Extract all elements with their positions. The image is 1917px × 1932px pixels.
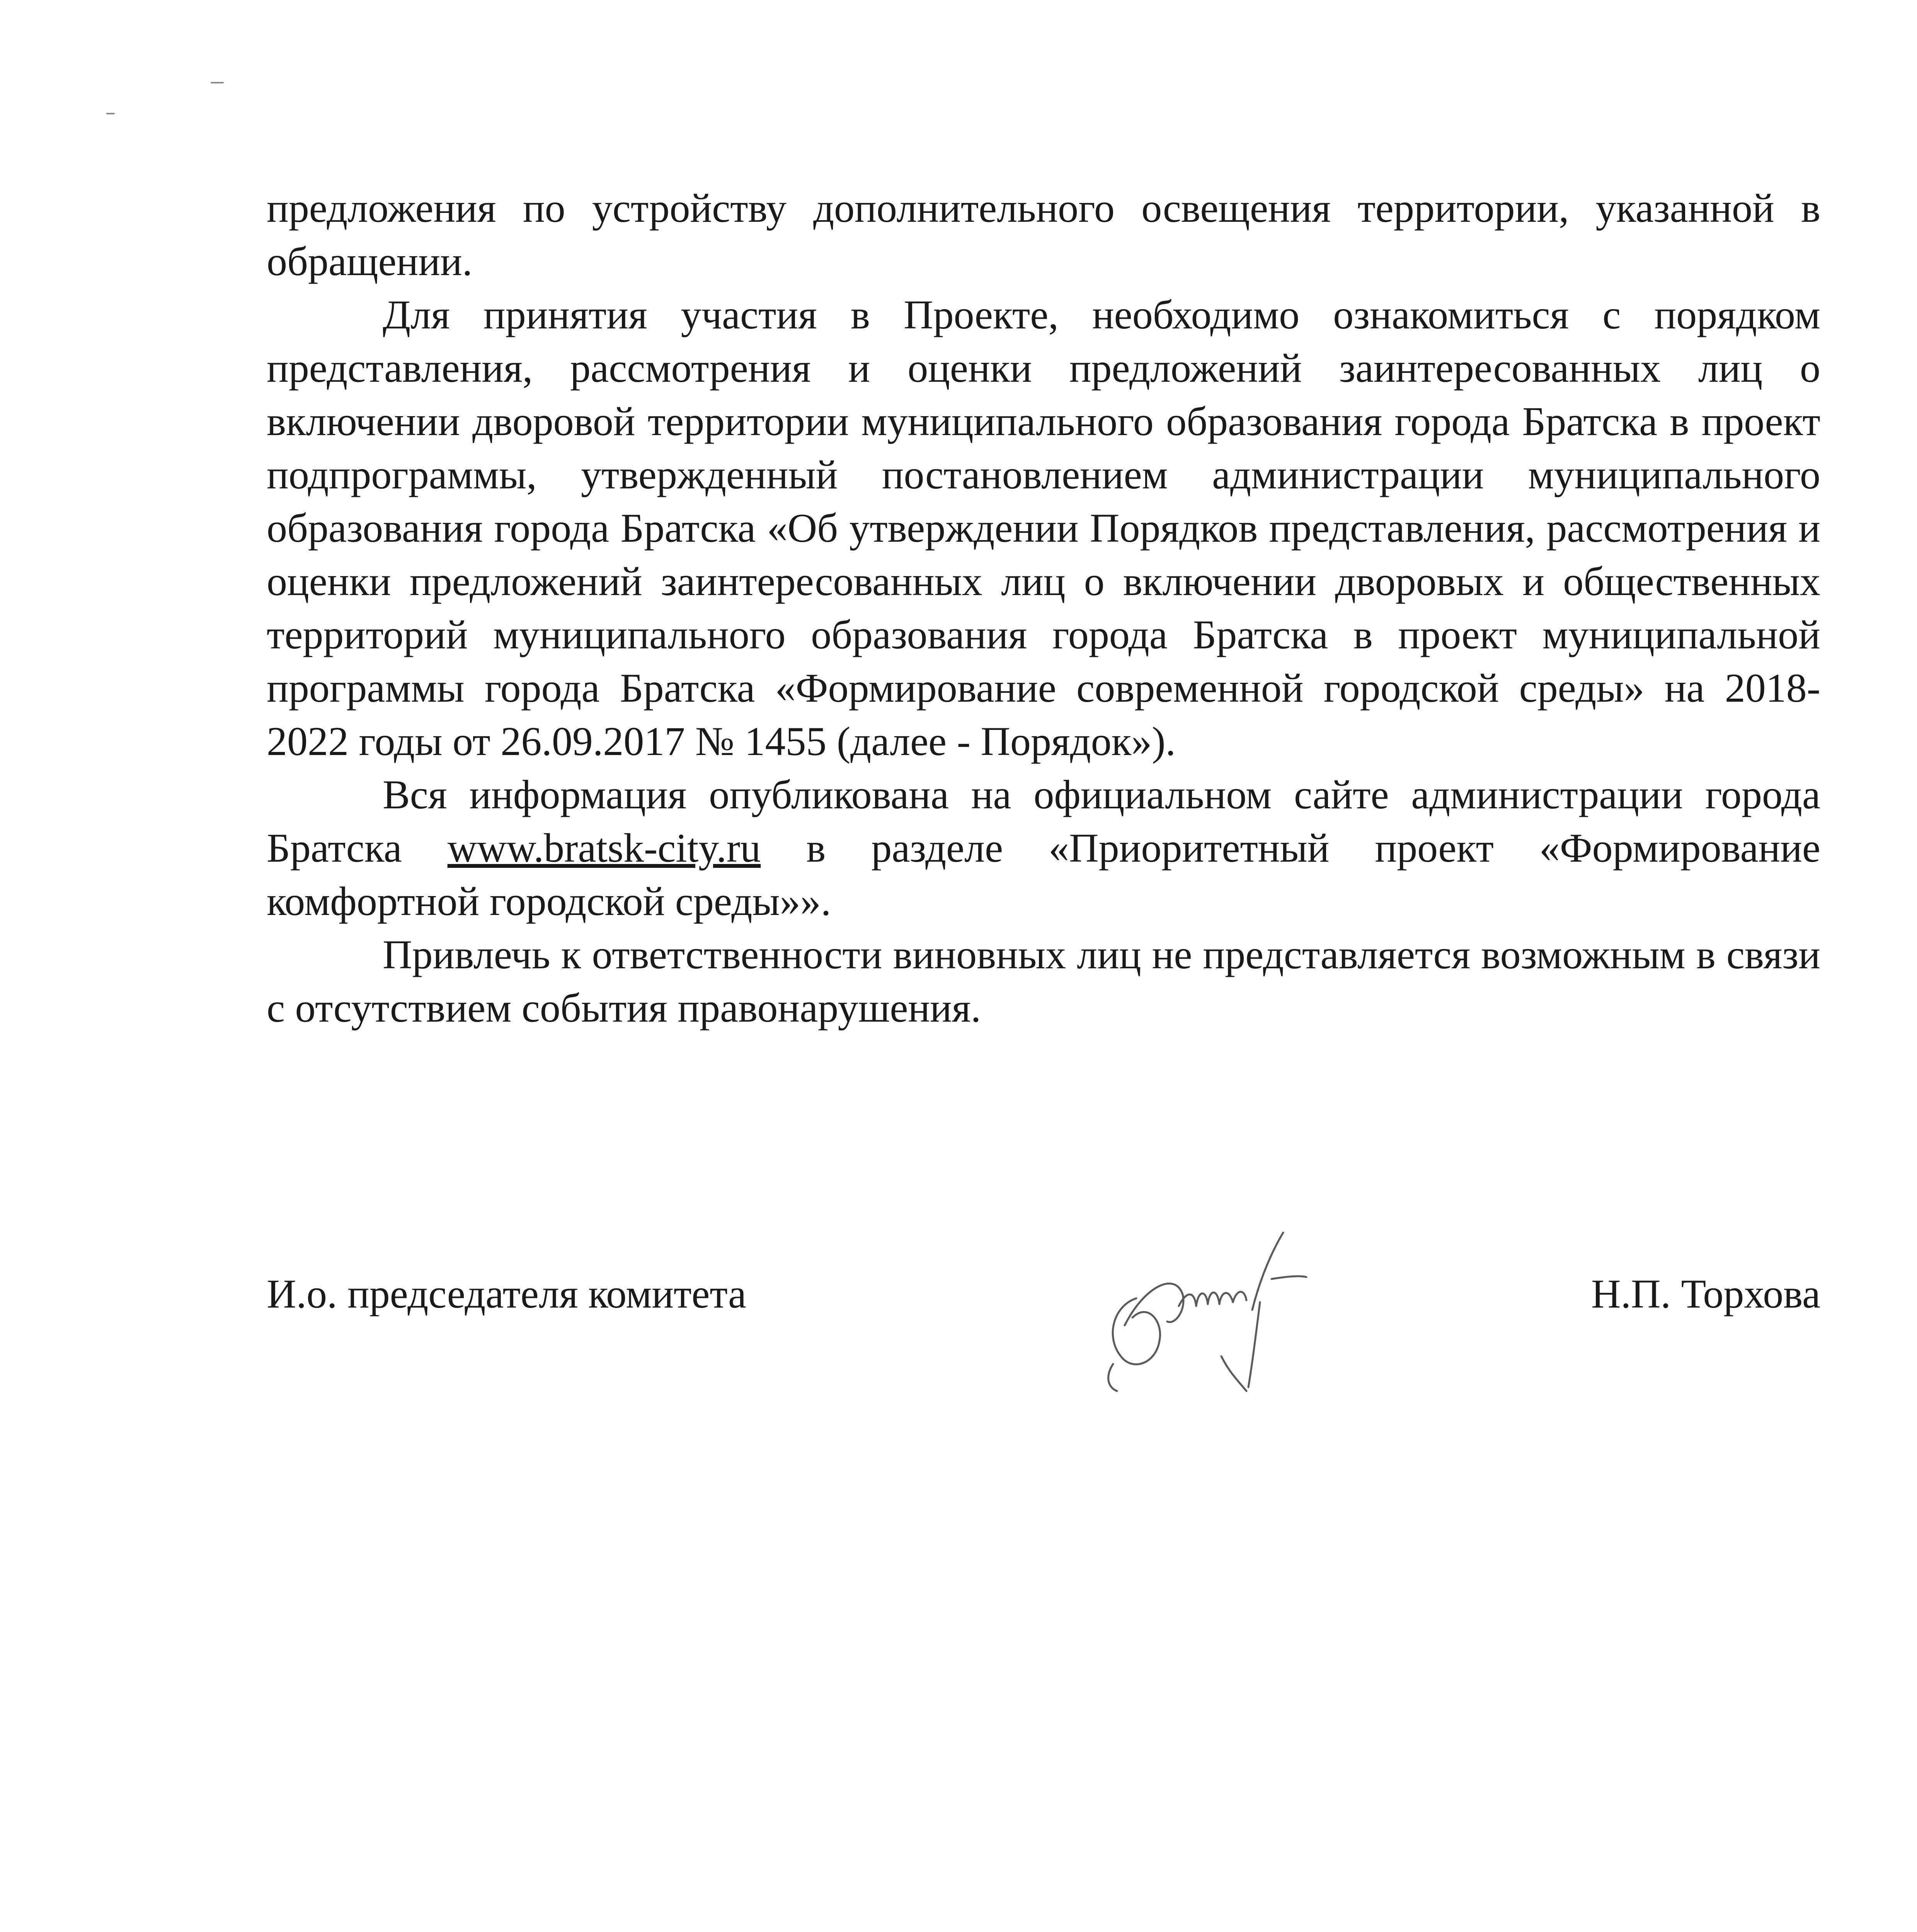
paragraph-3-text-end: в разделе «Приоритетный проект «Формирование комфортной городской среды»». <box>267 825 1820 924</box>
signature-block <box>267 1244 1820 1422</box>
paragraph-3-text: Вся информация опубликована на официальном сайте администрации города Братска <box>267 772 1820 871</box>
paragraph-3 <box>267 768 1820 928</box>
paragraph-1: предложения по устройству дополнительного освещения территории, указанной в обращении. <box>267 185 1820 284</box>
signatory-title: И.о. председателя комитета <box>267 1271 747 1316</box>
signatory-name: Н.П. Торхова <box>1591 1271 1820 1316</box>
scan-mark <box>106 113 115 114</box>
scan-mark <box>211 82 224 83</box>
handwritten-signature <box>1090 1209 1368 1410</box>
letter-body <box>267 182 1820 1035</box>
website-link[interactable]: www.bratsk-city.ru <box>447 825 761 871</box>
paragraph-2: Для принятия участия в Проекте, необходимо ознакомиться с порядком представления, рассмотрения и оценки предложений заинтересованных лиц о включении дворовой территории муниципального образования города Братска в проект подпрограммы, утвержденный постановлением администрации муниципального образования города Братска «Об утверждении Порядков представления, рассмотрения и оценки предложений заинтересованных лиц о включении дворовых и общественных территорий муниципального образования города Братска в проект муниципальной программы города Братска «Формирование современной городской среды» на 2018-2022 годы от 26.09.2017 № 1455 (далее - Порядок»). <box>267 292 1820 764</box>
paragraph-4: Привлечь к ответственности виновных лиц не представляется возможным в связи с отсутствием события правонарушения. <box>267 932 1820 1031</box>
